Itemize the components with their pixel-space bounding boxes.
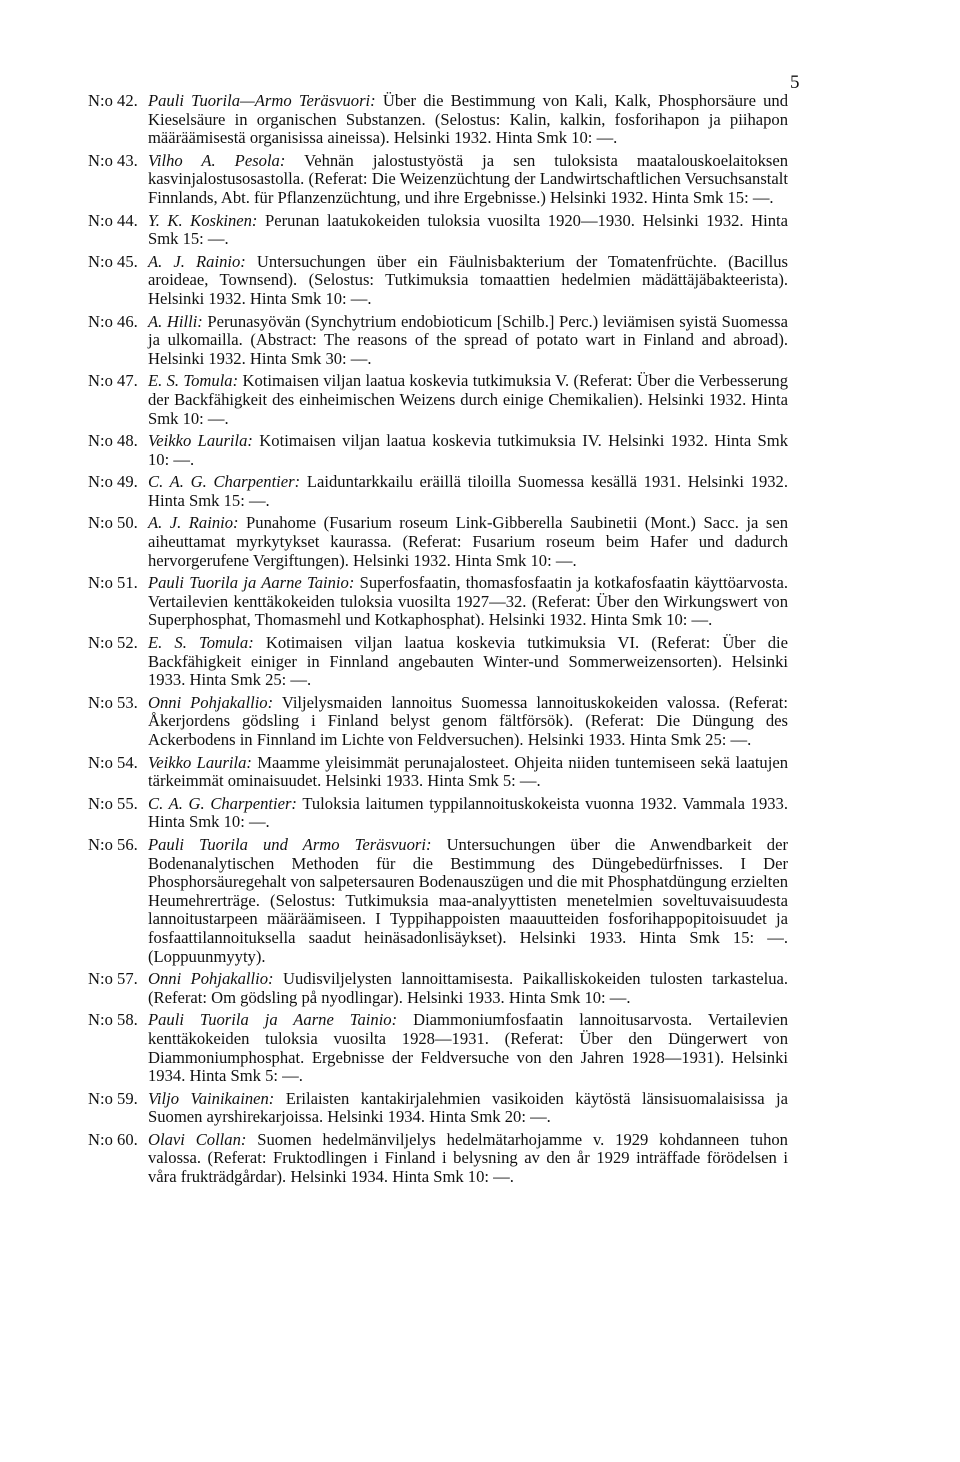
entry-number: N:o 57. [88,969,138,989]
entry-text: Erilaisten kantakirjalehmien vasikoiden käytöstä länsisuomalaisissa ja Suomen ayrshirekarjoissa. Helsinki 1934. Hinta Smk 20: —. [148,1088,788,1127]
entry-text: Untersuchungen über die Anwendbarkeit der Bodenanalytischen Methoden für die Bestimmung des Düngebedürfnisses. I Der Phosphorsäuregehalt von salpetersauren Bodenauszügen und die mit Phosphatdüngung erzielten Heumehrerträge. (Selostus: Tutkimuksia maa-analyyttisten menetelmien soveltuvaisuudesta lannoitustarpeen määräämiseen. I Typpihappoisten maauutteiden fosforihappopitoisuudet ja fosfaattilannoituksella saadut heinäsadonlisäykset). Helsinki 1933. Hinta Smk 15: —. (Loppuunmyyty). [148,834,788,966]
entry-body [148,1090,788,1127]
entry-body [148,92,788,148]
list-item [88,432,788,469]
entry-text: Kotimaisen viljan laatua koskevia tutkimuksia VI. (Referat: Über die Backfähigkeit einiger in Finnland angebauten Winter-und Sommerweizensorten). Helsinki 1933. Hinta Smk 25: —. [148,633,788,690]
entry-body [148,313,788,369]
list-item [88,634,788,690]
list-item [88,970,788,1007]
entry-authors: Onni Pohjakallio: [148,969,274,989]
list-item [88,795,788,832]
entry-authors: A. Hilli: [148,311,203,331]
list-item [88,92,788,148]
list-item [88,836,788,966]
entry-text: Uudisviljelysten lannoittamisesta. Paikalliskokeiden tulosten tarkastelua. (Referat: Om gödsling på nyodlingar). Helsinki 1933. Hinta Smk 10: —. [148,969,788,1007]
entry-authors: Pauli Tuorila ja Aarne Tainio: [148,573,355,593]
entry-body [148,253,788,309]
entry-text: Superfosfaatin, thomasfosfaatin ja kotkafosfaatin käyttöarvosta. Vertailevien kenttäkokeiden tuloksia vuosilta 1927—32. (Referat: Über den Wirkungswert von Superphosphat, Thomasmehl und Kotkaphosphat). Helsinki 1932. Hinta Smk 10: —. [148,573,788,630]
list-item [88,574,788,630]
entry-body [148,574,788,630]
entry-body [148,1011,788,1085]
list-item [88,253,788,309]
entry-body [148,836,788,966]
list-item [88,694,788,750]
entry-body [148,694,788,750]
entry-text: Perunasyövän (Synchytrium endobioticum [Schilb.] Perc.) leviämisen syistä Suomessa ja ulkomailla. (Abstract: The reasons of the spread of potato wart in Finland and abroad). Helsinki 1932. Hinta Smk 30: —. [148,311,788,368]
entry-number: N:o 47. [88,371,138,391]
entry-authors: Olavi Collan: [148,1129,247,1149]
list-item [88,1131,788,1187]
entry-number: N:o 59. [88,1088,138,1108]
entry-authors: Veikko Laurila: [148,752,252,772]
entry-body [148,432,788,469]
entry-number: N:o 42. [88,91,138,110]
entry-text: Untersuchungen über ein Fäulnisbakterium der Tomatenfrüchte. (Bacillus aroideae, Townsend). (Selostus: Tutkimuksia tomaattien hedelmien mädättäjäbakteerista). Helsinki 1932. Hinta Smk 10: —. [148,251,789,308]
entry-body [148,795,788,832]
entry-text: Viljelysmaiden lannoitus Suomessa lannoituskokeiden valossa. (Referat: Åkerjordens gödsling i Finland belyst genom fältförsök). (Referat: Die Düngung des Ackerbodens in Finnland im Lichte von Feldversuchen). Helsinki 1933. Hinta Smk 25: —. [148,692,788,749]
entry-authors: Pauli Tuorila ja Aarne Tainio: [148,1010,398,1030]
entry-authors: Onni Pohjakallio: [148,692,274,712]
entry-body [148,970,788,1007]
entry-authors: Vilho A. Pesola: [148,150,286,170]
entry-authors: E. S. Tomula: [148,371,239,391]
entry-authors: C. A. G. Charpentier: [148,472,301,492]
entry-number: N:o 53. [88,692,138,712]
entry-text: Tuloksia laitumen typpilannoituskokeista vuonna 1932. Vammala 1933. Hinta Smk 10: —. [148,793,788,832]
entry-authors: C. A. G. Charpentier: [148,793,297,813]
list-item [88,754,788,791]
entry-number: N:o 49. [88,472,138,492]
entry-authors: Viljo Vainikainen: [148,1088,275,1108]
entry-text: Über die Bestimmung von Kali, Kalk, Phosphorsäure und Kieselsäure in organischen Substanzen. (Selostus: Kalin, kalkin, fosforihapon ja piihapon määräämisestä organisissa aineissa). Helsinki 1932. Hinta Smk 10: —. [148,91,789,148]
entry-number: N:o 46. [88,311,138,331]
entry-text: Vehnän jalostustyöstä ja sen tuloksista maatalouskoelaitoksen kasvinjalostusosastolla. (Referat: Die Weizenzüchtung der Landwirtschaftlichen Versuchsanstalt Finnlands, Abt. für Pflanzenzüchtung, und ihre Ergebnisse.) Helsinki 1932. Hinta Smk 15: —. [148,150,788,207]
entry-number: N:o 43. [88,150,138,170]
entry-number: N:o 45. [88,251,138,271]
entry-text: Laiduntarkkailu eräillä tiloilla Suomessa kesällä 1931. Helsinki 1932. Hinta Smk 15: —. [148,472,788,510]
entry-text: Perunan laatukokeiden tuloksia vuosilta 1920—1930. Helsinki 1932. Hinta Smk 15: —. [148,210,788,249]
entry-text: Punahome (Fusarium roseum Link-Gibberella Saubinetii (Mont.) Sacc. ja sen aiheuttamat myrkytykset kaurassa. (Referat: Fusarium roseum beim Hafer und dadurch hervorgerufene Vergiftungen). Helsinki 1932. Hinta Smk 10: —. [148,513,788,570]
page-number: 5 [790,72,800,93]
entry-body [148,152,788,208]
list-item [88,1090,788,1127]
entry-body [148,1131,788,1187]
entry-number: N:o 51. [88,573,138,593]
entry-text: Kotimaisen viljan laatua koskevia tutkimuksia IV. Helsinki 1932. Hinta Smk 10: —. [148,431,788,469]
entry-body [148,754,788,791]
list-item [88,372,788,428]
entry-number: N:o 58. [88,1010,138,1030]
list-item [88,152,788,208]
entry-body [148,634,788,690]
entry-number: N:o 52. [88,633,138,653]
entry-number: N:o 50. [88,513,138,533]
entry-body [148,473,788,510]
publication-list [88,92,788,1191]
list-item [88,473,788,510]
entry-number: N:o 54. [88,752,138,772]
entry-text: Kotimaisen viljan laatua koskevia tutkimuksia V. (Referat: Über die Verbesserung der Backfähigkeit des einheimischen Weizens durch einige Chemikalien). Helsinki 1932. Hinta Smk 10: —. [148,371,788,428]
entry-number: N:o 60. [88,1129,138,1149]
entry-number: N:o 55. [88,793,138,813]
entry-authors: Pauli Tuorila—Armo Teräsvuori: [148,91,376,110]
entry-text: Diammoniumfosfaatin lannoitusarvosta. Vertailevien kenttäkokeiden tuloksia vuosilta 1928—1931. (Referat: Über den Düngerwert von Diammoniumphosphat. Ergebnisse der Feldversuche von den Jahren 1928—1931). Helsinki 1934. Hinta Smk 5: —. [148,1010,788,1086]
entry-authors: A. J. Rainio: [148,513,239,533]
entry-authors: Veikko Laurila: [148,431,253,451]
entry-body [148,372,788,428]
entry-number: N:o 44. [88,210,138,230]
list-item [88,212,788,249]
entry-authors: Y. K. Koskinen: [148,210,258,230]
entry-text: Suomen hedelmänviljelys hedelmätarhojamme v. 1929 kohdanneen tuhon valossa. (Referat: Fruktodlingen i Finland i belysning av den år 1929 inträffade förödelsen i våra frukträdgårdar). Helsinki 1934. Hinta Smk 10: —. [148,1129,788,1187]
entry-body [148,212,788,249]
entry-authors: Pauli Tuorila und Armo Teräsvuori: [148,834,432,854]
entry-authors: E. S. Tomula: [148,633,254,653]
list-item [88,514,788,570]
entry-authors: A. J. Rainio: [148,251,246,271]
entry-number: N:o 56. [88,834,138,854]
entry-number: N:o 48. [88,431,138,451]
list-item [88,1011,788,1085]
entry-text: Maamme yleisimmät perunajalosteet. Ohjeita niiden tuntemiseen sekä laatujen tärkeimmät ominaisuudet. Helsinki 1933. Hinta Smk 5: —. [148,752,788,791]
entry-body [148,514,788,570]
list-item [88,313,788,369]
